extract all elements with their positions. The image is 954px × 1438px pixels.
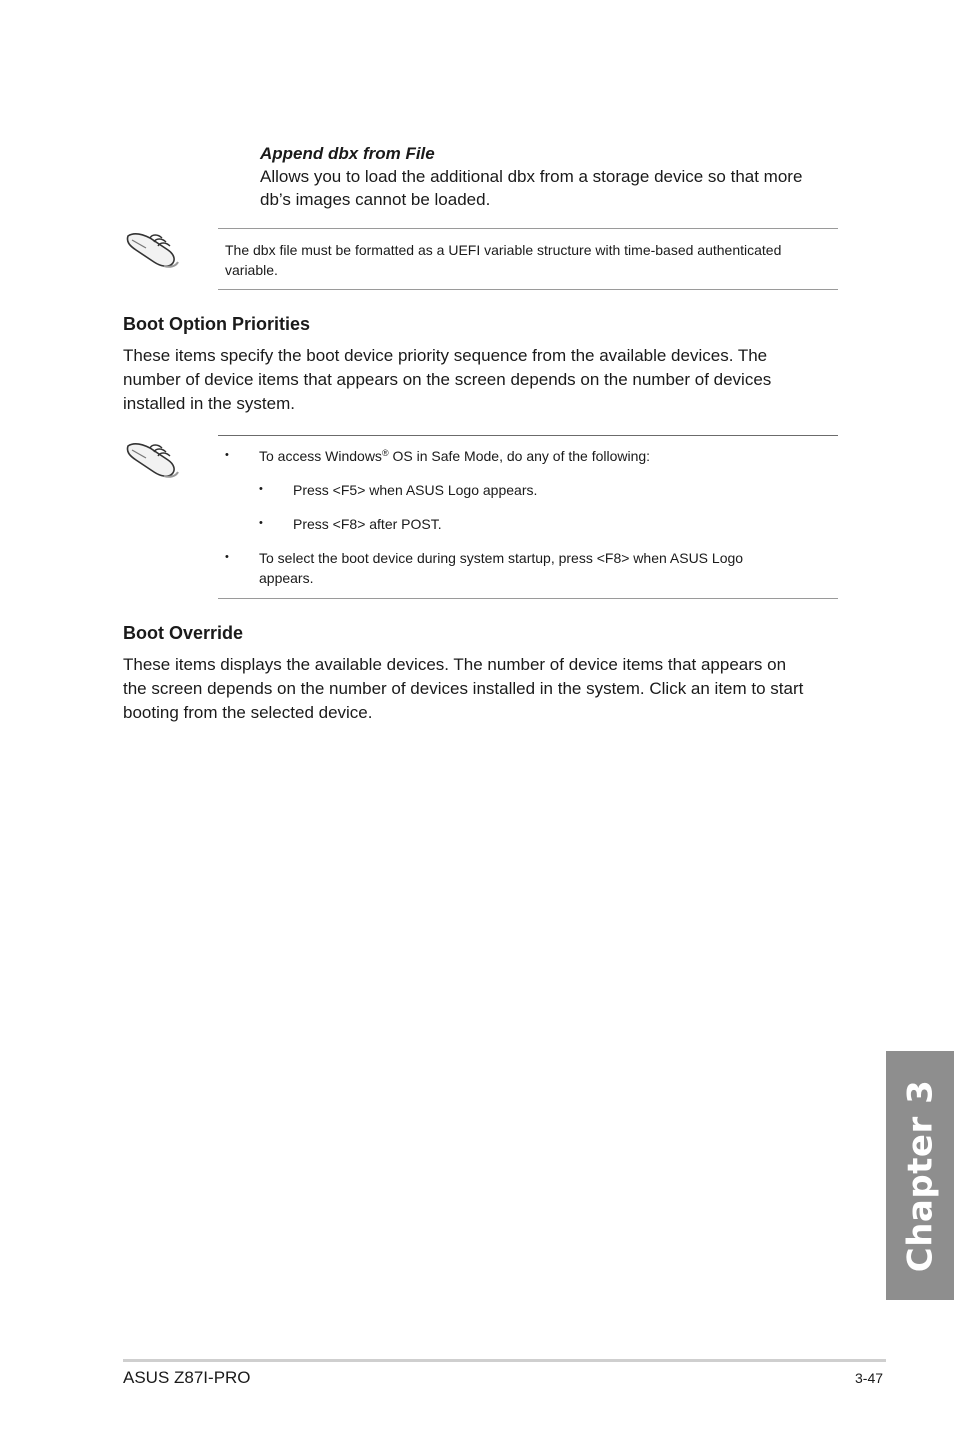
- footer-product-name: ASUS Z87I-PRO: [123, 1368, 251, 1387]
- note-hand-icon: [124, 434, 180, 480]
- section-paragraph: [123, 344, 833, 416]
- section-heading-boot-option-priorities: Boot Option Priorities: [123, 314, 310, 334]
- note-sub-item: Press <F8> after POST.: [293, 516, 442, 532]
- paragraph-line: These items specify the boot device priority sequence from the available devices. The: [123, 346, 768, 365]
- paragraph-line: the screen depends on the number of devices installed in the system. Click an item to start: [123, 679, 804, 698]
- note-line: variable.: [225, 262, 278, 278]
- bullet: •: [225, 551, 229, 563]
- note-list-item: To access Windows® OS in Safe Mode, do any of the following:: [259, 448, 651, 464]
- sub-bullet: •: [259, 483, 263, 495]
- chapter-tab-label: Chapter 3: [900, 1079, 941, 1272]
- note-text: [225, 240, 835, 280]
- note-list-item: To select the boot device during system startup, press <F8> when ASUS Logo appears.: [259, 550, 744, 586]
- description-line: Allows you to load the additional dbx from a storage device so that more: [260, 167, 803, 186]
- note-hand-icon: [124, 224, 180, 270]
- section-paragraph: [123, 653, 833, 725]
- paragraph-line: These items displays the available devices. The number of device items that appears on: [123, 655, 787, 674]
- subsection-description: [260, 165, 830, 211]
- note-line: The dbx file must be formatted as a UEFI variable structure with time-based authenticated: [225, 242, 782, 258]
- footer-page-number: 3-47: [855, 1370, 884, 1386]
- section-heading-boot-override: Boot Override: [123, 623, 244, 643]
- footer-divider: [123, 1359, 886, 1362]
- paragraph-line: installed in the system.: [123, 394, 295, 413]
- sub-bullet: •: [259, 517, 263, 529]
- paragraph-line: booting from the selected device.: [123, 703, 373, 722]
- paragraph-line: number of device items that appears on the screen depends on the number of devices: [123, 370, 772, 389]
- subsection-title: Append dbx from File: [260, 144, 435, 163]
- bullet: •: [225, 449, 229, 461]
- note-sub-item: Press <F5> when ASUS Logo appears.: [293, 482, 538, 498]
- description-line: db’s images cannot be loaded.: [260, 190, 491, 209]
